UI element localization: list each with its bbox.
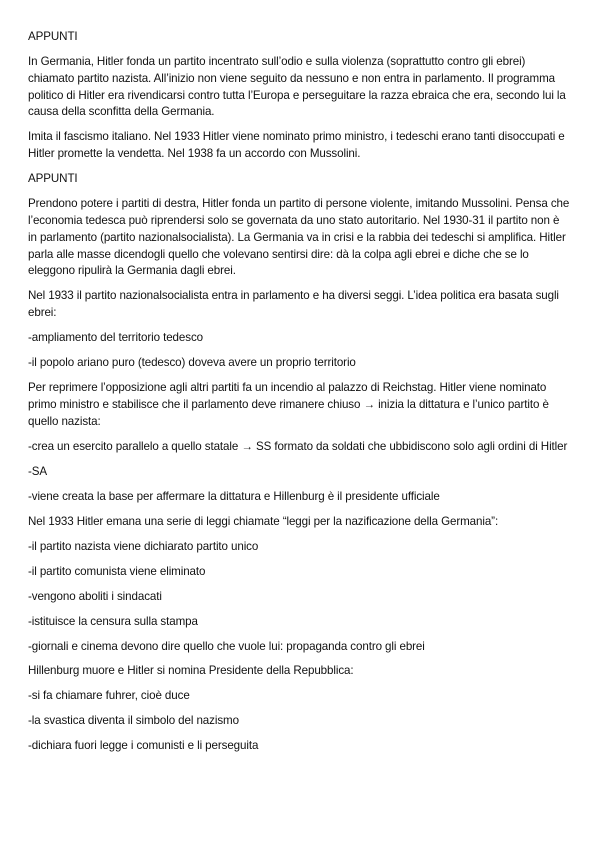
- paragraph: Hillenburg muore e Hitler si nomina Presidente della Repubblica:: [28, 664, 354, 678]
- list-item: -il partito nazista viene dichiarato partito unico: [28, 539, 259, 553]
- paragraph: Prendono potere i partiti di destra, Hitler fonda un partito di persone violente, imitando Mussolini. Pensa che l’economia tedesca può riprendersi solo se governata da uno stato autoritario. Nel 1930-31 il partito non è in parlamento (partito nazionalsocialista). La Germania va in crisi e la rabbia dei tedeschi si amplifica. Hitler parla alle masse dicendogli quello che volevano sentirsi dire: dà la colpa agli ebrei e diche che se lo eleggono ripulirà la Germania dagli ebrei.: [28, 197, 570, 278]
- paragraph: Nel 1933 Hitler emana una serie di leggi chiamate “leggi per la nazificazione della Germania”:: [28, 514, 499, 528]
- paragraph: Imita il fascismo italiano. Nel 1933 Hitler viene nominato primo ministro, i tedeschi erano tanti disoccupati e Hitler promette la vendetta. Nel 1938 fa un accordo con Mussolini.: [28, 130, 565, 161]
- heading-appunti: APPUNTI: [28, 172, 78, 186]
- paragraph: In Germania, Hitler fonda un partito incentrato sull’odio e sulla violenza (soprattutto contro gli ebrei) chiamato partito nazista. All’inizio non viene seguito da nessuno e non entra in parlamento. Il programma politico di Hitler era rivendicarsi contro tutta l’Europa e perseguitare la razza ebraica che era, secondo lui la causa della sconfitta della Germania.: [28, 54, 566, 119]
- list-item: -si fa chiamare fuhrer, cioè duce: [28, 689, 190, 703]
- paragraph: Per reprimere l’opposizione agli altri partiti fa un incendio al palazzo di Reichstag. Hitler viene nominato primo ministro e stabilisce che il parlamento deve rimanere chiuso → inizia la dittatura e l’unico partito è quello nazista:: [28, 381, 549, 428]
- list-item: -viene creata la base per affermare la dittatura e Hillenburg è il presidente ufficiale: [28, 489, 440, 503]
- list-item: -vengono aboliti i sindacati: [28, 589, 162, 603]
- list-item: -istituisce la censura sulla stampa: [28, 614, 198, 628]
- list-item: -ampliamento del territorio tedesco: [28, 331, 203, 345]
- paragraph: Nel 1933 il partito nazionalsocialista entra in parlamento e ha diversi seggi. L’idea politica era basata sugli ebrei:: [28, 289, 559, 320]
- list-item: -crea un esercito parallelo a quello statale → SS formato da soldati che ubbidiscono solo agli ordini di Hitler: [28, 439, 568, 453]
- list-item: -il partito comunista viene eliminato: [28, 564, 206, 578]
- list-item: -dichiara fuori legge i comunisti e li perseguita: [28, 739, 259, 753]
- list-item: -giornali e cinema devono dire quello che vuole lui: propaganda contro gli ebrei: [28, 639, 425, 653]
- list-item: -il popolo ariano puro (tedesco) doveva avere un proprio territorio: [28, 356, 356, 370]
- heading-appunti: APPUNTI: [28, 30, 78, 43]
- list-item: -SA: [28, 464, 48, 478]
- list-item: -la svastica diventa il simbolo del nazismo: [28, 714, 239, 728]
